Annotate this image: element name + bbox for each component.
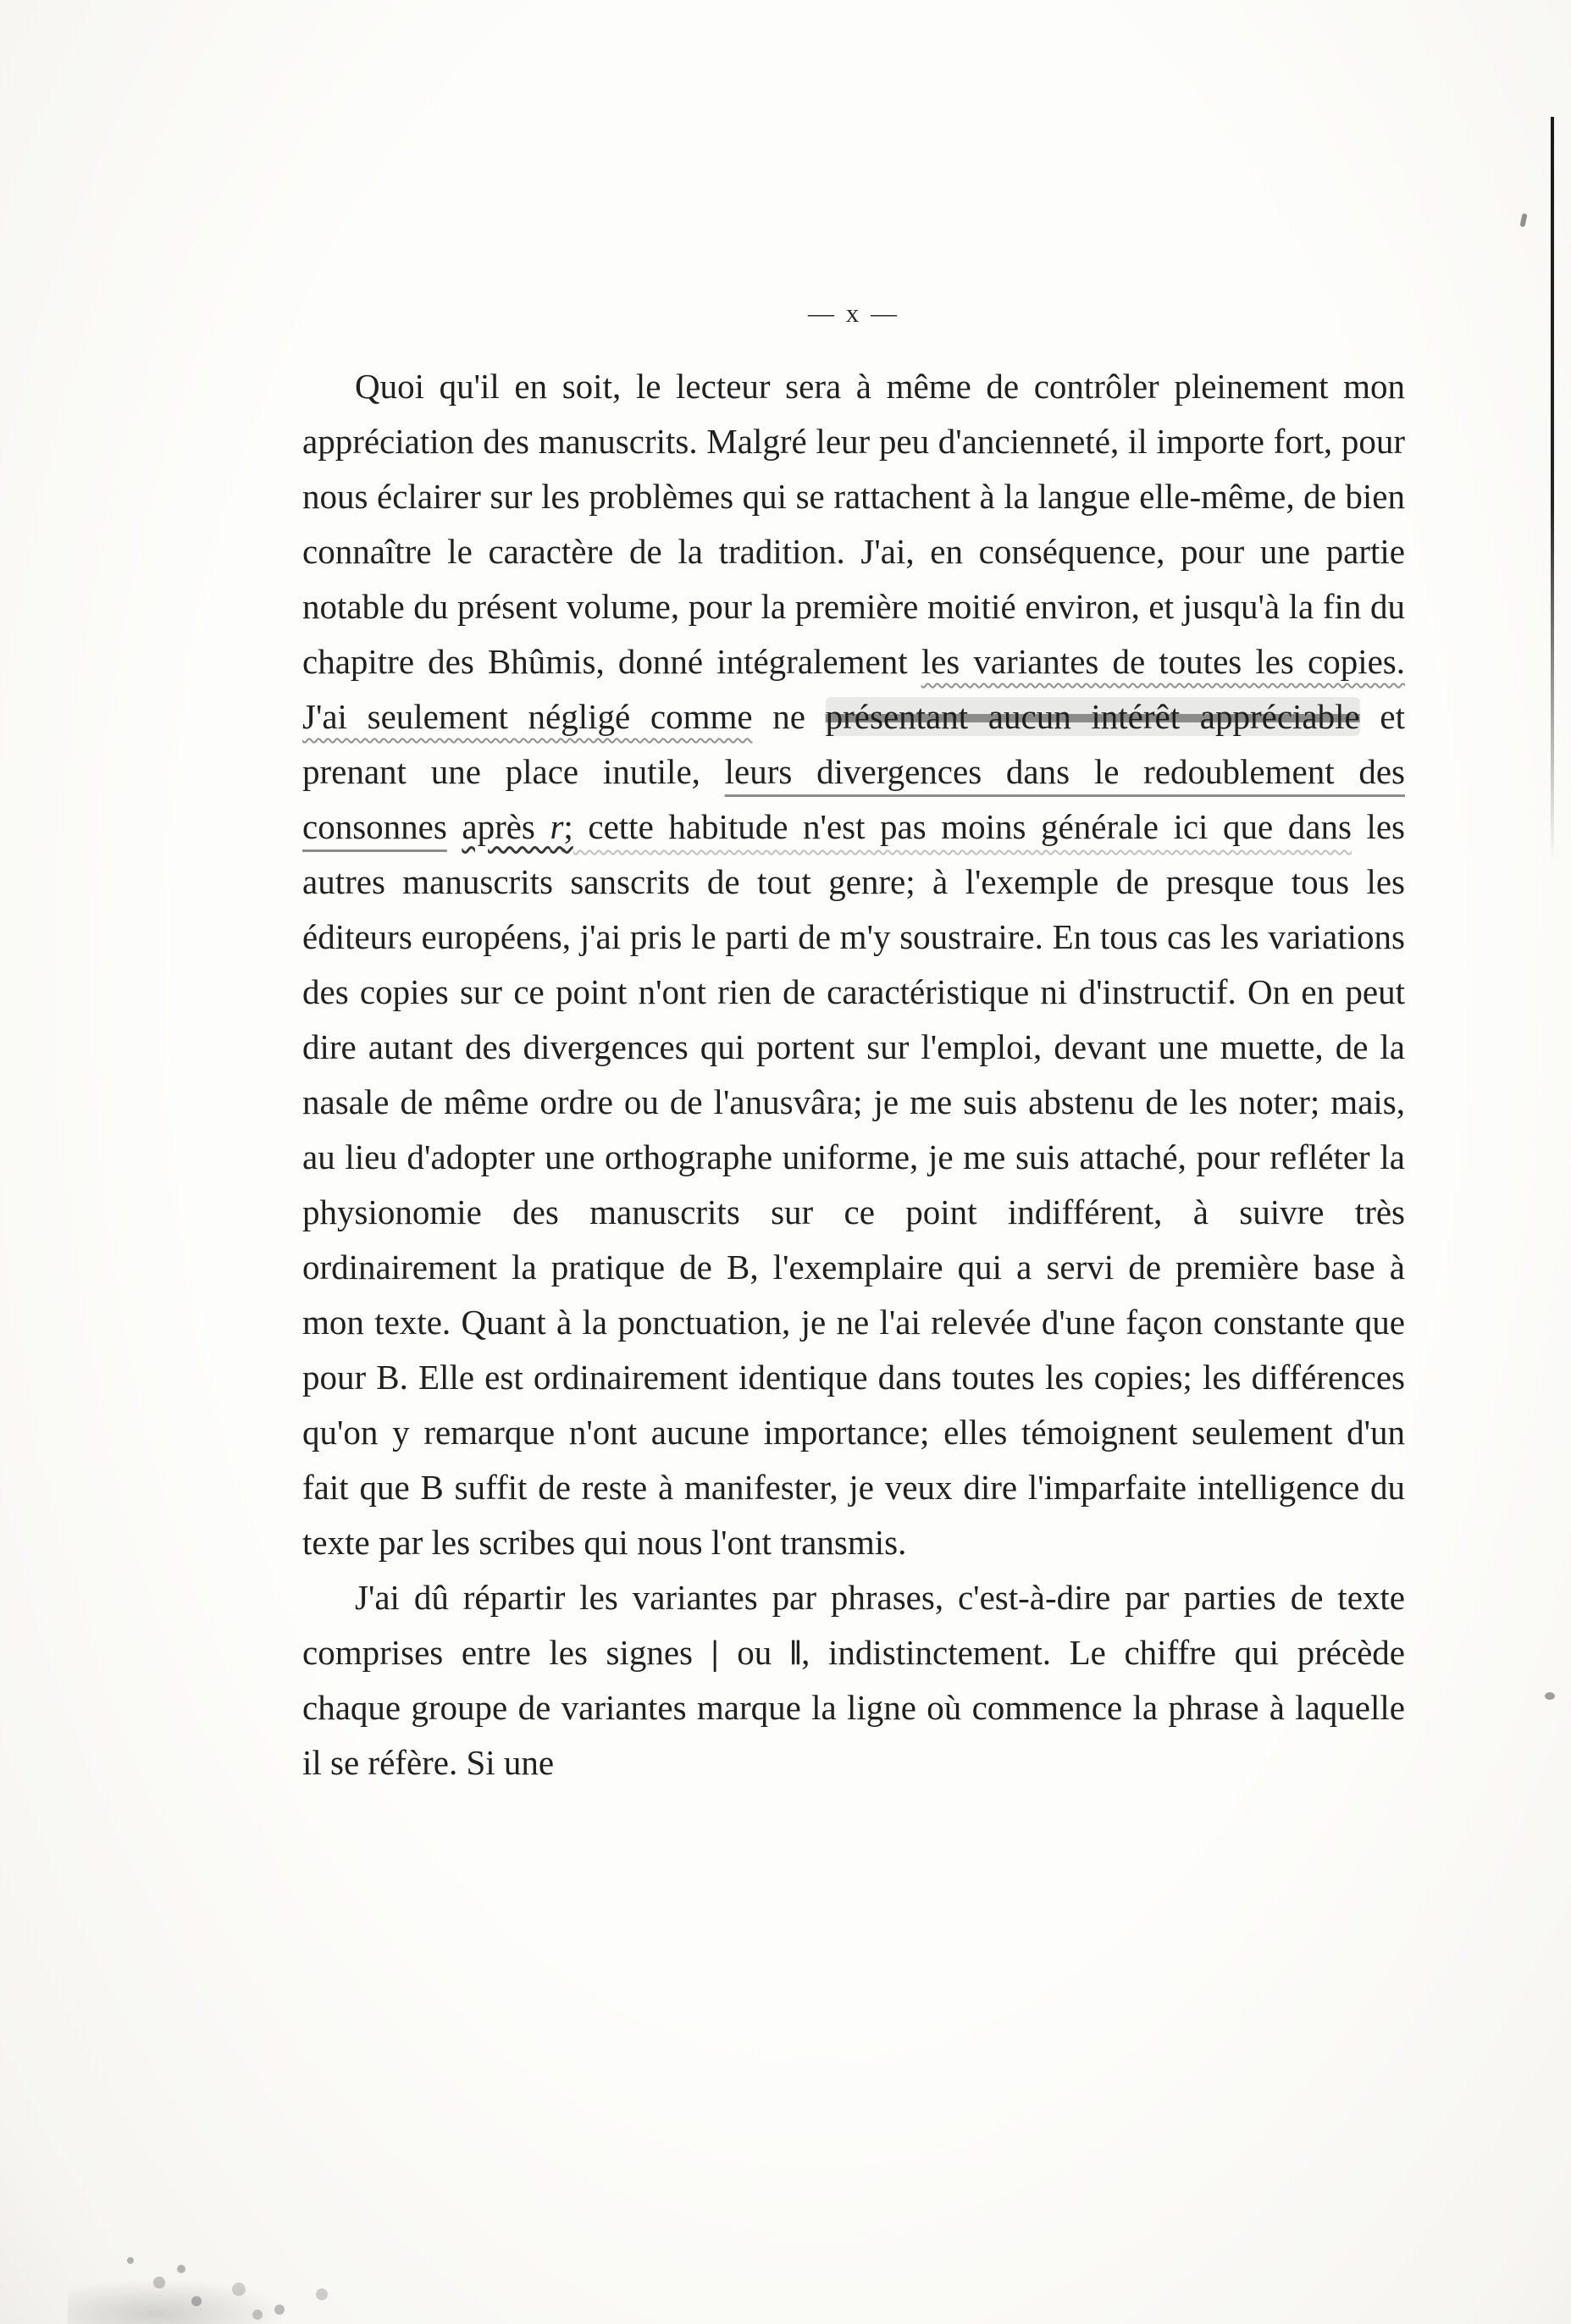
text-segment: présentant aucun intérêt appréciable [825, 697, 1360, 736]
text-block [302, 359, 1405, 1790]
scan-artifact [1519, 213, 1527, 228]
scan-artifact [68, 2278, 288, 2324]
text-segment: les autres manuscrits sanscrits de tout genre; à l'exemple de presque tous les éditeurs européens, j'ai pris le parti de m'y soustraire. En tous cas les variations des copies sur ce point n'ont rien de caractéristique ni d'instructif. On en peut dire autant des divergences qui portent sur l'emploi, devant une muette, de la nasale de même ordre ou de l'anusvâra; je me suis abstenu de les noter; mais, au lieu d'adopter une orthographe uniforme, je me suis attaché, pour refléter la physionomie des manuscrits sur ce point indifférent, à suivre très ordinairement la pratique de B, l'exemplaire qui a servi de première base à mon texte. Quant à la ponctuation, je ne l'ai relevée d'une façon constante que pour B. Elle est ordinairement identique dans toutes les copies; les différences qu'on y remarque n'ont aucune importance; elles témoignent seulement d'un fait que B suffit de reste à manifester, je veux dire l'imparfaite intelligence du texte par les scribes qui nous l'ont transmis. [302, 807, 1406, 1562]
text-segment: les variantes de toutes les copies. J'ai seulement négligé comme [302, 642, 1405, 736]
text-segment: , indistinctement. Le chiffre qui précède chaque groupe de variantes marque la ligne où commence la phrase à laquelle il se réfère. Si une [302, 1633, 1406, 1782]
text-segment: ne [752, 697, 826, 736]
text-segment: ; [563, 807, 573, 846]
scan-edge-line [1551, 117, 1554, 862]
text-segment: et prenant une place inutile, [302, 697, 1406, 791]
text-segment: après [462, 807, 550, 846]
text-segment [447, 807, 462, 846]
scan-artifact [1545, 1692, 1555, 1700]
text-segment: ou [718, 1633, 790, 1672]
text-segment: | [711, 1633, 719, 1672]
paragraph-2 [302, 1570, 1405, 1790]
text-segment: ‖ [789, 1633, 802, 1672]
scan-artifact [127, 2257, 134, 2264]
page-number: — x — [808, 298, 899, 328]
text-segment: Quoi qu'il en soit, le lecteur sera à même de contrôler pleinement mon appréciation des manuscrits. Malgré leur peu d'ancienneté, il importe fort, pour nous éclairer sur les problèmes qui se rattachent à la langue elle-même, de bien connaître le caractère de la tradition. J'ai, en conséquence, pour une partie notable du présent volume, pour la première moitié environ, et jusqu'à la fin du chapitre des Bhûmis, donné intégralement [302, 367, 1405, 681]
text-segment: J'ai dû répartir les variantes par phrases, c'est-à-dire par parties de texte comprises entre les signes [302, 1578, 1405, 1672]
paragraph-1 [302, 359, 1405, 1570]
text-segment: leurs divergences dans le redoublement des consonnes [302, 752, 1405, 846]
text-segment: r [550, 807, 564, 846]
text-segment: cette habitude n'est pas moins générale ici que dans [573, 807, 1352, 846]
